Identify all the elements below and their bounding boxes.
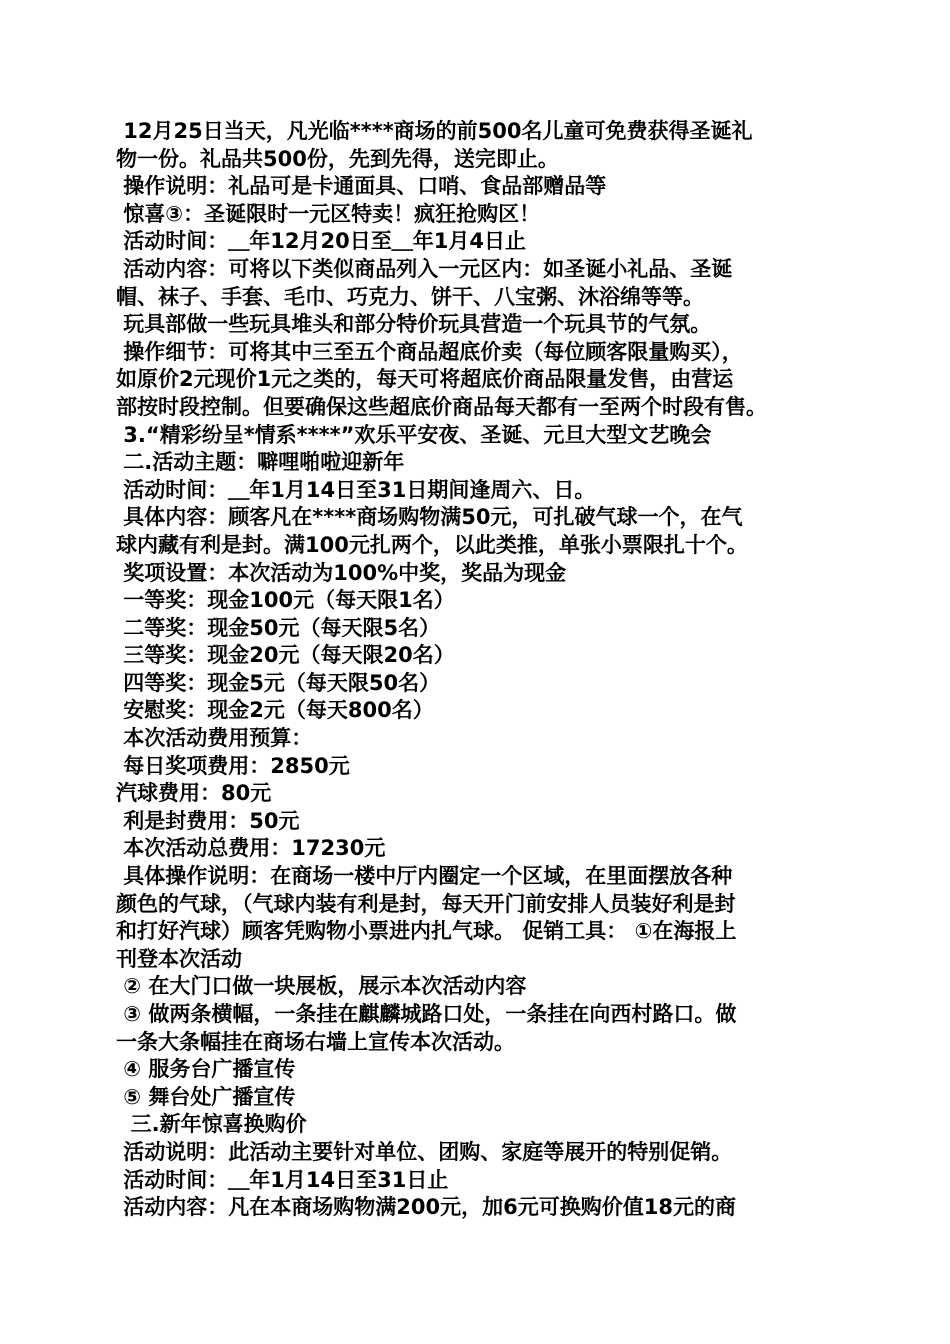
promo-tool-line: ⑤ 舞台处广播宣传 [116, 1084, 296, 1109]
promo-tool-line: ③ 做两条横幅，一条挂在麒麟城路口处，一条挂在向西村路口。做 [116, 1002, 737, 1026]
text-line: 帽、袜子、手套、毛巾、巧克力、饼干、八宝粥、沐浴绵等等。 [116, 284, 704, 309]
promo-tool-line: 一条大条幅挂在商场右墙上宣传本次活动。 [116, 1029, 515, 1054]
text-line: 活动说明：此活动主要针对单位、团购、家庭等展开的特别促销。 [116, 1139, 733, 1164]
text-line: 刊登本次活动 [116, 946, 242, 971]
text-line: 物一份。礼品共500份，先到先得，送完即止。 [116, 146, 559, 171]
prize-line: 安慰奖：现金2元（每天800名） [116, 698, 434, 723]
budget-line: 汽球费用：80元 [116, 781, 272, 806]
text-line: 惊喜③：圣诞限时一元区特卖！疯狂抢购区！ [116, 201, 541, 226]
text-line: 球内藏有利是封。满100元扎两个，以此类推，单张小票限扎十个。 [116, 532, 748, 557]
text-line: 具体内容：顾客凡在****商场购物满50元，可扎破气球一个，在气 [116, 505, 743, 530]
text-line: 活动时间：＿年1月14日至31日期间逢周六、日。 [116, 477, 596, 502]
promo-tool-line: ④ 服务台广播宣传 [116, 1057, 296, 1082]
text-line: 活动时间：＿年1月14日至31日止 [116, 1167, 449, 1192]
promo-tool-line: ② 在大门口做一块展板，展示本次活动内容 [116, 974, 527, 999]
text-line: 操作细节：可将其中三至五个商品超底价卖（每位顾客限量购买）， [116, 339, 743, 364]
prize-line: 三等奖：现金20元（每天限20名） [116, 643, 455, 668]
budget-line: 每日奖项费用：2850元 [116, 753, 350, 778]
text-line: 活动内容：凡在本商场购物满200元，加6元可换购价值18元的商 [116, 1195, 736, 1220]
text-line: 活动时间：＿年12月20日至＿年1月4日止 [116, 229, 526, 254]
section-heading: 二.活动主题：噼哩啪啦迎新年 [116, 450, 405, 475]
prize-line: 二等奖：现金50元（每天限5名） [116, 615, 441, 640]
text-line: 具体操作说明：在商场一楼中厅内圈定一个区域，在里面摆放各种 [116, 864, 733, 889]
text-line: 奖项设置：本次活动为100%中奖，奖品为现金 [116, 560, 567, 585]
budget-line: 本次活动费用预算： [116, 726, 313, 751]
text-line: 颜色的气球，（气球内装有利是封，每天开门前安排人员装好利是封 [116, 891, 736, 916]
text-line: 和打好汽球）顾客凭购物小票进内扎气球。 促销工具： ①在海报上 [116, 919, 737, 944]
prize-line: 四等奖：现金5元（每天限50名） [116, 670, 441, 695]
budget-line: 本次活动总费用：17230元 [116, 836, 386, 861]
text-line: 操作说明：礼品可是卡通面具、口哨、食品部赠品等 [116, 174, 607, 199]
text-line: 部按时段控制。但要确保这些超底价商品每天都有一至两个时段有售。 [116, 394, 767, 419]
text-line: 12月25日当天，凡光临****商场的前500名儿童可免费获得圣诞礼 [116, 119, 753, 143]
text-line: 3.“精彩纷呈*情系****”欢乐平安夜、圣诞、元旦大型文艺晚会 [116, 422, 712, 447]
section-heading: 三.新年惊喜换购价 [116, 1112, 307, 1137]
document-body [116, 118, 846, 1222]
text-line: 如原价2元现价1元之类的，每天可将超底价商品限量发售，由营运 [116, 367, 734, 392]
budget-line: 利是封费用：50元 [116, 808, 300, 833]
text-line: 玩具部做一些玩具堆头和部分特价玩具营造一个玩具节的气氛。 [116, 312, 712, 337]
prize-line: 一等奖：现金100元（每天限1名） [116, 588, 455, 613]
text-line: 活动内容：可将以下类似商品列入一元区内：如圣诞小礼品、圣诞 [116, 256, 733, 281]
